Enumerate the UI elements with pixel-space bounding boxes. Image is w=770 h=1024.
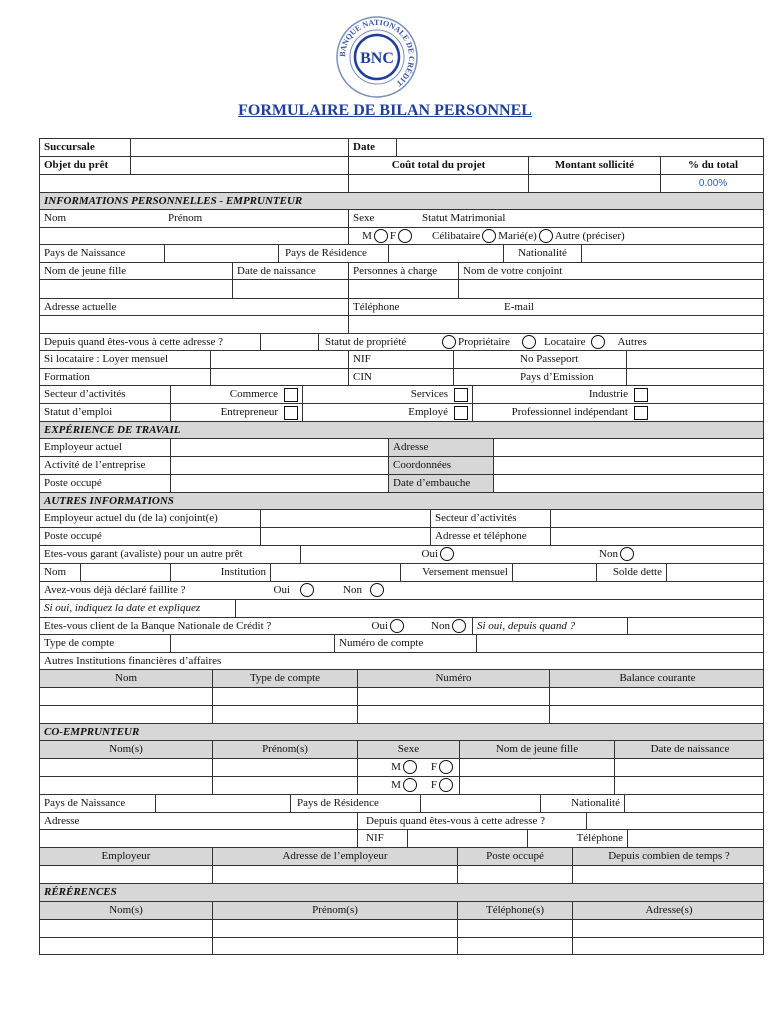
- coemp-cell[interactable]: [459, 777, 614, 794]
- section-references: RÉRÉRENCES: [44, 886, 117, 898]
- label-coemp-nif: NIF: [357, 830, 407, 847]
- label-coordonnees: Coordonnées: [388, 457, 493, 474]
- col-coemp-nom-jeune: Nom de jeune fille: [459, 741, 614, 758]
- radio-coemp-f[interactable]: [439, 760, 453, 774]
- col-coemp-poste: Poste occupé: [457, 848, 572, 865]
- depuis-quand-field[interactable]: [627, 618, 765, 634]
- nif-field[interactable]: [453, 351, 516, 368]
- label-passeport: No Passeport: [520, 353, 579, 365]
- radio-coemp-f[interactable]: [439, 778, 453, 792]
- label-autres: Autres: [617, 336, 647, 348]
- row-succursale: [39, 138, 764, 156]
- col-balance: Balance courante: [549, 670, 765, 687]
- coemp-emp-cell[interactable]: [212, 866, 457, 883]
- label-depuis-quand: Si oui, depuis quand ?: [472, 618, 627, 634]
- label-depuis: Depuis quand êtes-vous à cette adresse ?: [44, 336, 223, 348]
- label-f: F: [389, 230, 396, 242]
- label-faillite-oui: Oui: [273, 584, 290, 596]
- radio-autres[interactable]: [591, 335, 605, 349]
- solde-field[interactable]: [666, 564, 765, 581]
- radio-faillite-oui[interactable]: [300, 583, 314, 597]
- objet-value-field[interactable]: [40, 175, 348, 192]
- col-coemp-noms: Nom(s): [109, 743, 143, 755]
- label-adr-tel-conj: Adresse et téléphone: [430, 528, 550, 545]
- label-entrepreneur: Entrepreneur: [170, 404, 282, 421]
- label-pays-naissance: Pays de Naissance: [44, 247, 126, 259]
- checkbox-commerce[interactable]: [284, 388, 298, 402]
- coemp-pays-res-field[interactable]: [420, 795, 540, 812]
- passeport-field[interactable]: [626, 351, 765, 368]
- label-faillite: Avez-vous déjà déclaré faillite ?: [44, 584, 186, 596]
- logo-text: BNC: [360, 50, 394, 67]
- radio-marie[interactable]: [539, 229, 553, 243]
- coemp-cell[interactable]: [40, 759, 212, 776]
- label-autre: Autre (préciser): [554, 230, 625, 242]
- label-coemp-adresse: Adresse: [44, 815, 80, 827]
- coemp-cell[interactable]: [212, 759, 357, 776]
- col-coemp-depuis-temps: Depuis combien de temps ?: [572, 848, 765, 865]
- label-succursale: Succursale: [44, 141, 95, 153]
- section-coemp: CO-EMPRUNTEUR: [44, 726, 140, 738]
- label-m: M: [362, 230, 372, 242]
- poste-field[interactable]: [170, 475, 388, 492]
- institution-field[interactable]: [270, 564, 400, 581]
- faillite-explication-field[interactable]: [235, 600, 765, 617]
- bnc-logo: [335, 15, 419, 99]
- label-statut-mat: Statut Matrimonial: [422, 212, 506, 224]
- logo-ring-text: BANQUE NATIONALE DE CRÉDIT: [337, 17, 417, 89]
- label-locataire: Locataire: [543, 336, 586, 348]
- col-ref-adresses: Adresse(s): [572, 902, 765, 919]
- nationalite-field[interactable]: [581, 245, 765, 262]
- label-coemp-f: F: [430, 779, 437, 791]
- section-travail: EXPÉRIENCE DE TRAVAIL: [44, 424, 181, 436]
- radio-f[interactable]: [398, 229, 412, 243]
- pays-residence-field[interactable]: [388, 245, 503, 262]
- radio-client-oui[interactable]: [390, 619, 404, 633]
- label-type-compte: Type de compte: [44, 637, 115, 649]
- label-nationalite: Nationalité: [503, 245, 581, 262]
- telephone-field[interactable]: [348, 316, 500, 333]
- coordonnees-field[interactable]: [493, 457, 765, 474]
- radio-proprietaire[interactable]: [442, 335, 456, 349]
- label-num-compte: Numéro de compte: [334, 635, 476, 652]
- coemp-telephone-field[interactable]: [627, 830, 765, 847]
- coemp-emp-cell[interactable]: [572, 866, 765, 883]
- versement-field[interactable]: [512, 564, 596, 581]
- label-objet: Objet du prêt: [44, 159, 109, 171]
- radio-faillite-non[interactable]: [370, 583, 384, 597]
- nom-conjoint-field[interactable]: [458, 280, 765, 298]
- label-nom: Nom: [44, 212, 66, 224]
- col-ref-noms: Nom(s): [109, 904, 143, 916]
- label-prof-indep: Professionnel indépendant: [472, 404, 632, 421]
- loyer-field[interactable]: [210, 351, 348, 368]
- col-coemp-sexe: Sexe: [357, 741, 459, 758]
- radio-coemp-m[interactable]: [403, 760, 417, 774]
- radio-garant-oui[interactable]: [440, 547, 454, 561]
- radio-garant-non[interactable]: [620, 547, 634, 561]
- label-adresse: Adresse actuelle: [44, 301, 117, 313]
- ref-cell[interactable]: [212, 920, 457, 937]
- label-loyer: Si locataire : Loyer mensuel: [44, 353, 169, 365]
- ref-cell[interactable]: [572, 938, 765, 954]
- pays-naissance-field[interactable]: [164, 245, 278, 262]
- personnes-charge-field[interactable]: [348, 280, 458, 298]
- label-nom-conjoint: Nom de votre conjoint: [458, 263, 765, 279]
- label-client-oui: Oui: [371, 620, 388, 632]
- checkbox-services[interactable]: [454, 388, 468, 402]
- label-poste-conj: Poste occupé: [44, 530, 102, 542]
- label-adresse-emp: Adresse: [388, 439, 493, 456]
- label-montant: Montant sollicité: [528, 157, 660, 174]
- label-coemp-f: F: [430, 761, 437, 773]
- label-commerce: Commerce: [170, 386, 282, 403]
- coemp-cell[interactable]: [614, 759, 765, 776]
- col-ref-telephone: Téléphone(s): [457, 902, 572, 919]
- coemp-cell[interactable]: [40, 777, 212, 794]
- checkbox-employe[interactable]: [454, 406, 468, 420]
- radio-coemp-m[interactable]: [403, 778, 417, 792]
- inst-cell[interactable]: [40, 706, 212, 723]
- label-sexe: Sexe: [348, 210, 418, 227]
- poste-conj-field[interactable]: [260, 528, 430, 545]
- label-telephone: Téléphone: [348, 299, 500, 315]
- checkbox-industrie[interactable]: [634, 388, 648, 402]
- adresse-emp-field[interactable]: [493, 439, 765, 456]
- coemp-nationalite-field[interactable]: [624, 795, 765, 812]
- label-coemp-m: M: [391, 779, 401, 791]
- inst-cell[interactable]: [212, 706, 357, 723]
- inst-cell[interactable]: [212, 688, 357, 705]
- coemp-adresse-field[interactable]: [40, 830, 357, 847]
- adresse-field[interactable]: [40, 316, 348, 333]
- coemp-emp-cell[interactable]: [40, 866, 212, 883]
- col-coemp-prenoms: Prénom(s): [212, 741, 357, 758]
- label-industrie: Industrie: [472, 386, 632, 403]
- inst-cell[interactable]: [549, 688, 765, 705]
- label-coemp-pays-naiss: Pays de Naissance: [44, 797, 126, 809]
- label-coemp-m: M: [391, 761, 401, 773]
- label-client-bnc: Etes-vous client de la Banque Nationale de Crédit ?: [44, 620, 272, 632]
- label-poste: Poste occupé: [44, 477, 102, 489]
- page-title: FORMULAIRE DE BILAN PERSONNEL: [238, 102, 532, 119]
- label-coemp-depuis: Depuis quand êtes-vous à cette adresse ?: [357, 813, 586, 829]
- coemp-pays-naiss-field[interactable]: [155, 795, 290, 812]
- col-coemp-employeur: Employeur: [101, 850, 151, 862]
- label-date-naissance: Date de naissance: [232, 263, 348, 279]
- garant-nom-field[interactable]: [80, 564, 170, 581]
- label-statut-emploi: Statut d’emploi: [44, 406, 113, 418]
- inst-cell[interactable]: [40, 688, 212, 705]
- inst-cell[interactable]: [549, 706, 765, 723]
- date-field[interactable]: [396, 139, 765, 156]
- row-objet: [39, 156, 764, 174]
- label-employeur: Employeur actuel: [44, 441, 122, 453]
- section-perso: INFORMATIONS PERSONNELLES - EMPRUNTEUR: [44, 195, 303, 207]
- pays-emission-field[interactable]: [626, 369, 765, 385]
- label-cout: Coût total du projet: [348, 157, 528, 174]
- ref-cell[interactable]: [212, 938, 457, 954]
- label-pct: % du total: [660, 157, 765, 174]
- inst-cell[interactable]: [357, 688, 549, 705]
- depuis-field[interactable]: [260, 334, 318, 350]
- objet-field[interactable]: [130, 157, 348, 174]
- label-pays-residence: Pays de Résidence: [278, 245, 388, 262]
- label-date: Date: [348, 139, 396, 156]
- label-garant-non: Non: [599, 548, 618, 560]
- label-coemp-telephone: Téléphone: [527, 830, 627, 847]
- label-solde: Solde dette: [596, 564, 666, 581]
- label-institution: Institution: [170, 564, 270, 581]
- label-personnes-charge: Personnes à charge: [348, 263, 458, 279]
- employeur-field[interactable]: [170, 439, 388, 456]
- label-cin: CIN: [348, 369, 453, 385]
- nom-prenom-field[interactable]: [40, 228, 348, 244]
- cout-field[interactable]: [348, 175, 528, 192]
- coemp-cell[interactable]: [212, 777, 357, 794]
- secteur-conj-field[interactable]: [550, 510, 765, 527]
- label-formation: Formation: [44, 371, 90, 383]
- label-employe: Employé: [302, 404, 452, 421]
- label-celibataire: Célibataire: [432, 230, 481, 242]
- date-naissance-field[interactable]: [232, 280, 348, 298]
- label-client-non: Non: [431, 620, 450, 632]
- label-garant-oui: Oui: [421, 548, 438, 560]
- checkbox-prof-indep[interactable]: [634, 406, 648, 420]
- row-values: [39, 174, 764, 192]
- checkbox-entrepreneur[interactable]: [284, 406, 298, 420]
- label-marie: Marié(e): [498, 230, 537, 242]
- embauche-field[interactable]: [493, 475, 765, 492]
- col-coemp-date-naiss: Date de naissance: [614, 741, 765, 758]
- col-numero: Numéro: [357, 670, 549, 687]
- label-coemp-pays-res: Pays de Résidence: [290, 795, 420, 812]
- label-coemp-nationalite: Nationalité: [540, 795, 624, 812]
- label-si-oui-faillite: Si oui, indiquez la date et expliquez: [44, 602, 201, 614]
- ref-cell[interactable]: [572, 920, 765, 937]
- formation-field[interactable]: [210, 369, 348, 385]
- coemp-cell[interactable]: [614, 777, 765, 794]
- coemp-cell[interactable]: [459, 759, 614, 776]
- coemp-nif-field[interactable]: [407, 830, 527, 847]
- col-type-compte: Type de compte: [212, 670, 357, 687]
- label-versement: Versement mensuel: [400, 564, 512, 581]
- radio-client-non[interactable]: [452, 619, 466, 633]
- label-email: E-mail: [504, 301, 534, 313]
- radio-locataire[interactable]: [522, 335, 536, 349]
- ref-cell[interactable]: [457, 938, 572, 954]
- label-nif: NIF: [348, 351, 453, 368]
- num-compte-field[interactable]: [476, 635, 765, 652]
- radio-m[interactable]: [374, 229, 388, 243]
- label-employeur-conj: Employeur actuel du (de la) conjoint(e): [44, 512, 218, 524]
- label-activite: Activité de l’entreprise: [44, 459, 146, 471]
- coemp-emp-cell[interactable]: [457, 866, 572, 883]
- label-prenom: Prénom: [168, 212, 203, 224]
- ref-cell[interactable]: [40, 938, 212, 954]
- inst-cell[interactable]: [357, 706, 549, 723]
- montant-field[interactable]: [528, 175, 660, 192]
- label-secteur-conj: Secteur d’activités: [430, 510, 550, 527]
- label-autres-inst: Autres Institutions financières d’affaires: [44, 655, 222, 667]
- label-nom-jeune-fille: Nom de jeune fille: [44, 265, 127, 277]
- label-faillite-non: Non: [343, 584, 362, 596]
- radio-celibataire[interactable]: [482, 229, 496, 243]
- ref-cell[interactable]: [40, 920, 212, 937]
- cin-field[interactable]: [453, 369, 516, 385]
- employeur-conj-field[interactable]: [260, 510, 430, 527]
- email-field[interactable]: [500, 316, 765, 333]
- label-secteur: Secteur d’activités: [44, 388, 126, 400]
- label-statut-prop: Statut de propriété: [325, 336, 407, 348]
- coemp-depuis-field[interactable]: [586, 813, 765, 829]
- pct-value: 0.00%: [698, 178, 728, 189]
- label-proprietaire: Propriétaire: [458, 336, 510, 348]
- type-compte-field[interactable]: [170, 635, 334, 652]
- label-embauche: Date d’embauche: [388, 475, 493, 492]
- label-services: Services: [302, 386, 452, 403]
- activite-field[interactable]: [170, 457, 388, 474]
- nom-jeune-fille-field[interactable]: [40, 280, 232, 298]
- label-pays-emission: Pays d’Emission: [520, 371, 594, 383]
- col-nom: Nom: [115, 672, 137, 684]
- adr-tel-conj-field[interactable]: [550, 528, 765, 545]
- succursale-field[interactable]: [130, 139, 348, 156]
- col-ref-prenoms: Prénom(s): [212, 902, 457, 919]
- ref-cell[interactable]: [457, 920, 572, 937]
- label-garant: Etes-vous garant (avaliste) pour un autre prêt: [44, 548, 243, 560]
- section-autres: AUTRES INFORMATIONS: [44, 495, 174, 507]
- col-coemp-adr-emp: Adresse de l’employeur: [212, 848, 457, 865]
- label-garant-nom: Nom: [44, 566, 66, 578]
